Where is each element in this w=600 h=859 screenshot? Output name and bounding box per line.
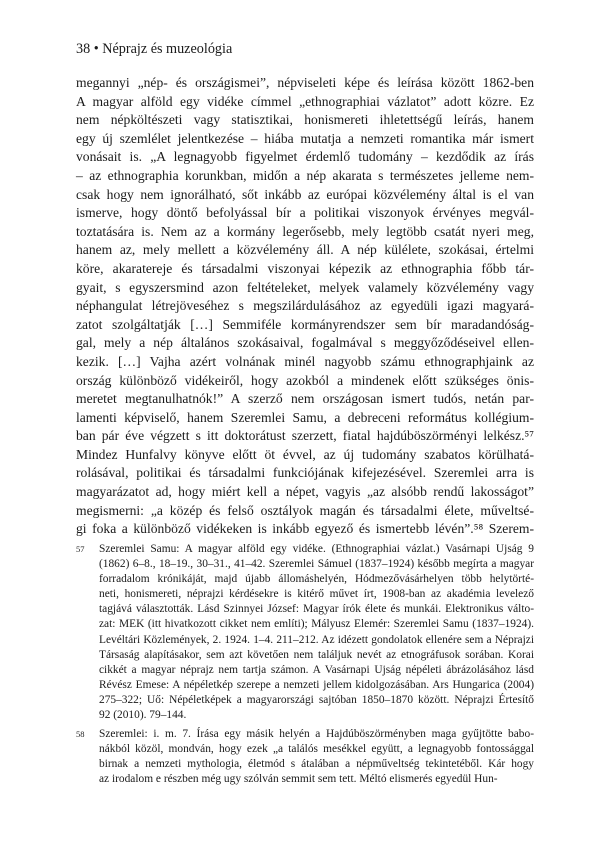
body-line: ban pár éve végzett s itt doktorátust szerzett, fiatal hajdúböszörményi lelkész.⁵⁷ (76, 428, 534, 444)
footnote-line: az irodalom e részben még ugy szólván semmit sem tett. Méltó elismerés egyedül Hun- (99, 773, 498, 786)
footnote-number: 58 (76, 729, 85, 740)
body-line: köre, akaratereje és társadalmi viszonyai képezik az ethnographia főbb tár- (76, 260, 534, 276)
body-line: egy új szemlélet jelentkezése – hiába mutatja a nemzeti romantika már ismert (76, 130, 534, 146)
body-line: vonásait is. „A legnagyobb figyelmet érdemlő tudomány – kezdődik az írás (76, 149, 534, 165)
body-line: Mindez Hunfalvy könyve előtt öt évvel, az új tudomány szabatos körülhatá- (76, 446, 534, 462)
footnote-line: (1862) 6–8., 18–19., 30–31., 41–42. Szeremlei Sámuel (1837–1924) később megírta a magyar (99, 558, 534, 571)
footnote-line: nákból közöl, mondván, hogy ezek „a találós mesékkel együtt, a legnagyobb fontossággal (99, 743, 534, 756)
body-text (76, 74, 534, 539)
body-line: ország különböző vidékeiről, hogy azokból a mindenek előtt szükséges önis- (76, 372, 534, 388)
footnote-line: 92 (2010). 79–144. (99, 709, 187, 722)
footnotes (76, 542, 534, 792)
footnote-line: Révész Emese: A népéletkép szerepe a nemzeti jellem kidolgozásában. Ars Hungarica (2004) (99, 678, 534, 691)
footnote-line: forradalom krónikáját, majd újabb állomáshelyén, Hódmezővásárhelyen több helytörté- (99, 573, 534, 586)
body-line: lamenti képviselő, hanem Szeremlei Samu, a debreceni református kollégium- (76, 409, 534, 425)
footnote-line: neti, honismereti, néprajzi kérdésekre is kitérő művet írt, 1908-ban az akadémia levelező (99, 588, 534, 601)
body-line: néphangulat létrejöveséhez s megszilárdulásához az egyedüli igazi magyará- (76, 298, 534, 314)
footnote-line: 275–322; Uő: Népéletképek a magyarországi sajtóban 1850–1870 között. Néprajzi Értesítő (99, 693, 534, 706)
footnote-line: Társaság alapításakor, sem azt követően nem találjuk nevét az etnográfusok sorában. Korai (99, 648, 534, 661)
footnote (76, 542, 534, 723)
body-line: zatot szolgáltatják […] Semmiféle kormányrendszer sem bír maradandóság- (76, 316, 534, 332)
footnote-line: tagjává választották. Lásd Szinnyei József: Magyar írók élete és munkái. Elektronikus válto- (99, 603, 534, 616)
footnote-line: Szeremlei: i. m. 7. Írása egy másik helyén a Hajdúböszörményben maga gyűjtötte babo- (99, 728, 534, 741)
body-line: rolásával, politikai és társadalmi funkciójának kifejezésével. Szeremlei arra is (76, 465, 534, 481)
footnote-line: cikkét a magyar néprajz nem tartja számon. A Vasárnapi Ujság népéleti ábrázolásához lásd (99, 663, 534, 676)
body-line: gi foka a különböző vidékeken is inkább egyező és ismertebb lévén”.⁵⁸ Szerem- (76, 521, 534, 537)
body-line: megismerni: „a közép és felső osztályok magán és társadalmi élete, műveltsé- (76, 502, 534, 518)
footnote-line: Szeremlei Samu: A magyar alföld egy vidéke. (Ethnographiai vázlat.) Vasárnapi Ujság 9 (99, 543, 534, 555)
footnote-number: 57 (76, 544, 85, 554)
body-line: gal, mely a nép általános szokásaival, fogalmával s meggyőződéseivel ellen- (76, 335, 534, 351)
body-line: ismerve, hogy döntő befolyással bír a politikai viszonyok érvényes megvál- (76, 205, 534, 221)
body-line: megannyi „nép- és országismei”, népviseleti képe és leírása között 1862-ben (76, 75, 534, 90)
running-header: 38 • Néprajz és muzeológia (76, 41, 233, 57)
footnote (76, 727, 534, 787)
body-line: meretet megtanulhatnók!” A szerző nem országosan ismert tudós, netán par- (76, 391, 534, 407)
body-line: – az ethnographia korunkban, midőn a nép akarata s természetes jelleme nem- (76, 167, 534, 183)
body-line: toztatására is. Nem az a kormány legerősebb, mely legtöbb csatát nyeri meg, (76, 223, 534, 239)
body-line: csak hogy nem ignorálható, sőt inkább az európai közvélemény által is el van (76, 186, 534, 202)
body-line: magyarázatot ad, hogy miért kell a népet, vagyis „az alsóbb rendű lakosságot” (76, 484, 534, 500)
footnote-line: Levéltári Közlemények, 2. 1924. 1–4. 211–212. Az idézett gondolatok ellenére sem a Néprajzi (99, 633, 534, 646)
footnote-line: birnak a nemzeti mythologia, életmód s átalában a népműveltség tekintetéből. Kár hogy (99, 758, 534, 771)
body-line: gyait, s egyszersmind azon feltételeket, melyek valamely közvélemény vagy (76, 279, 534, 295)
footnote-line: zat: MEK (itt hivatkozott cikket nem említi); Mályusz Elemér: Szeremlei Samu (1837–1924). (99, 618, 534, 631)
body-line: A magyar alföld egy vidéke címmel „ethnographiai vázlatot” adott közre. Ez (76, 93, 534, 109)
body-line: nem népköltészeti vagy statisztikai, honismereti ihletettségű leírás, hanem (76, 112, 534, 128)
body-line: hanem az, mely mellett a közvélemény áll. A nép külélete, szokásai, értelmi (76, 242, 534, 258)
body-line: kezik. […] Vajha azért volnának minél nagyobb számu ethnographjaink az (76, 353, 534, 369)
